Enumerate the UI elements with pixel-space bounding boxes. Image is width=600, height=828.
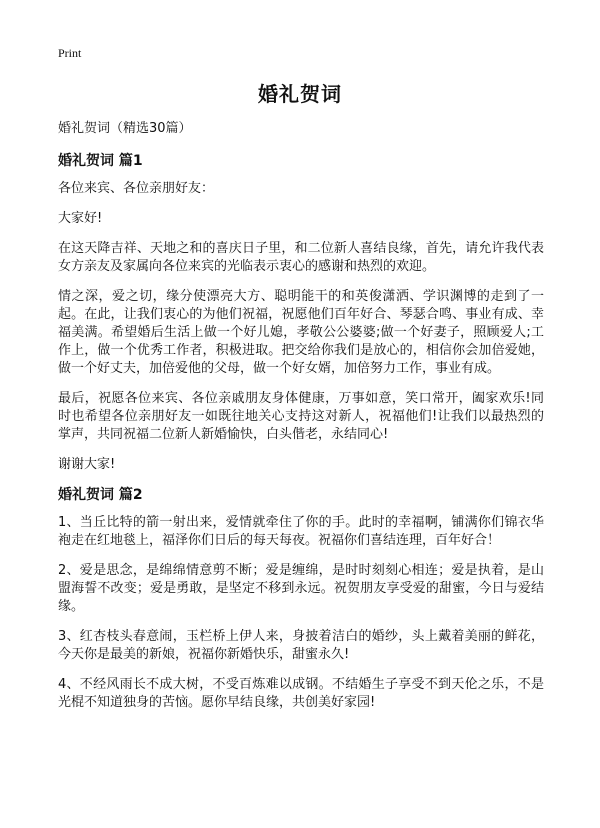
paragraph: 4、不经风雨长不成大树，不受百炼难以成钢。不结婚生子享受不到天伦之乐，不是光棍不知道独身的苦恼。愿你早结良缘，共创美好家园! — [58, 677, 544, 710]
section-heading: 婚礼贺词 篇1 — [58, 153, 143, 169]
paragraph: 大家好! — [58, 211, 103, 226]
article-body — [58, 120, 544, 724]
section-1 — [58, 152, 544, 474]
paragraph: 3、红杏枝头春意闹，玉栏桥上伊人来，身披着洁白的婚纱，头上戴着美丽的鲜花，今天你是最美的新娘，祝福你新婚快乐，甜蜜永久! — [58, 629, 544, 662]
paragraph: 谢谢大家! — [58, 457, 116, 472]
paragraph: 在这天降吉祥、天地之和的喜庆日子里，和二位新人喜结良缘，首先，请允许我代表女方亲友及家属向各位来宾的光临表示衷心的感谢和热烈的欢迎。 — [58, 241, 544, 274]
print-link[interactable]: Print — [58, 46, 82, 60]
paragraph: 2、爱是思念，是绵绵情意剪不断；爱是缠绵，是时时刻刻心相连；爱是执着，是山盟海誓不改变；爱是勇敢，是坚定不移到永远。祝贺朋友享受爱的甜蜜，今日与爱结缘。 — [58, 563, 544, 614]
section-2 — [58, 486, 544, 712]
document-subtitle: 婚礼贺词（精选30篇） — [58, 121, 192, 136]
paragraph: 最后，祝愿各位来宾、各位亲戚朋友身体健康，万事如意，笑口常开，阖家欢乐!同时也希望各位亲朋好友一如既往地关心支持这对新人，祝福他们!让我们以最热烈的掌声，共同祝福二位新人新婚愉快，白头偕老，永结同心! — [58, 391, 544, 442]
paragraph: 各位来宾、各位亲朋好友： — [58, 181, 215, 196]
paragraph: 1、当丘比特的箭一射出来，爱情就牵住了你的手。此时的幸福啊，铺满你们锦衣华袍走在红地毯上，福泽你们日后的每天每夜。祝福你们喜结连理，百年好合！ — [58, 515, 544, 548]
page-title: 婚礼贺词 — [258, 82, 342, 106]
paragraph: 情之深，爱之切，缘分使漂亮大方、聪明能干的和英俊潇洒、学识渊博的走到了一起。在此，让我们衷心的为他们祝福，祝愿他们百年好合、琴瑟合鸣、事业有成、幸福美满。希望婚后生活上做一个好儿媳，孝敬公公婆婆;做一个好妻子，照顾爱人;工作上，做一个优秀工作者，积极进取。把交给你我们是放心的，相信你会加倍爱她，做一个好丈夫，加倍爱他的父母，做一个好女婿，加倍努力工作，事业有成。 — [58, 289, 544, 376]
section-heading: 婚礼贺词 篇2 — [58, 487, 143, 503]
